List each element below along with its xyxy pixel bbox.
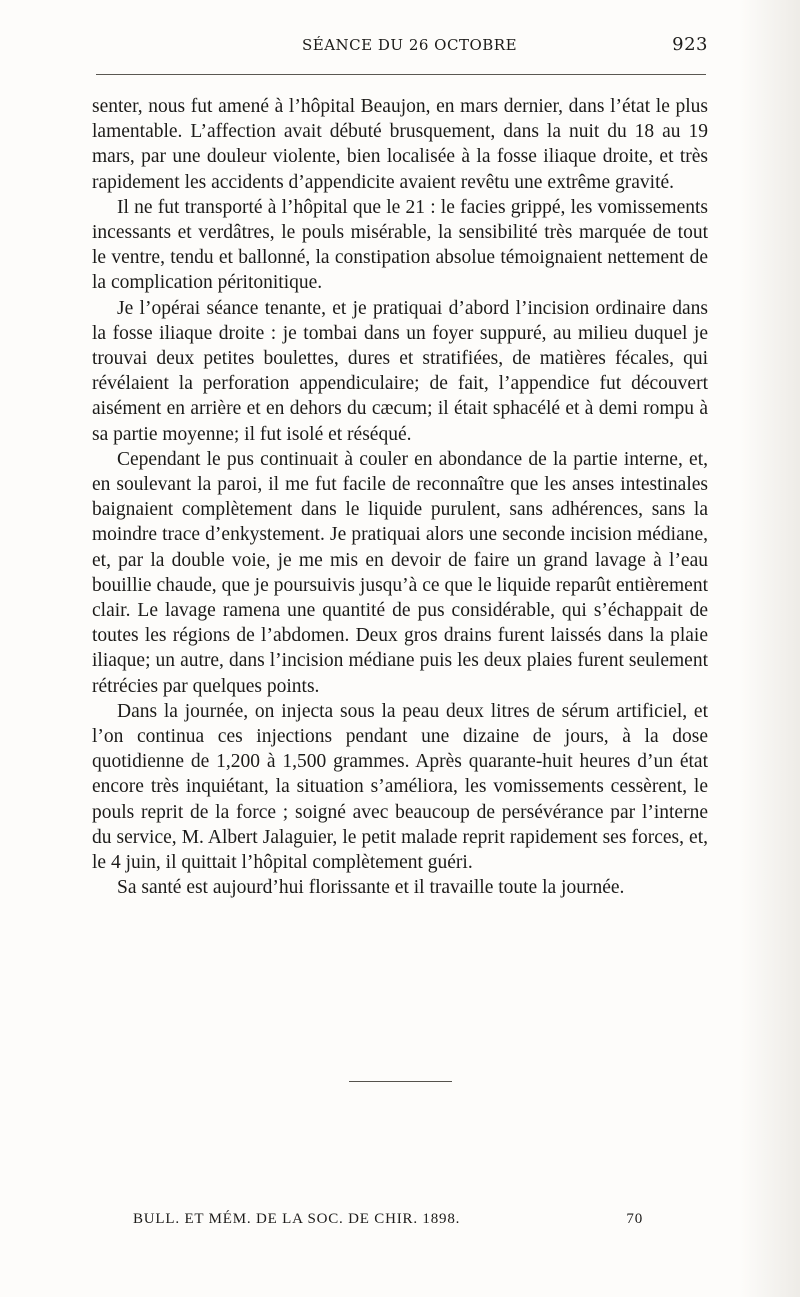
paragraph-1: senter, nous fut amené à l’hôpital Beaujon, en mars dernier, dans l’état le plus lamentable. L’affection avait débuté brusquement, dans la nuit du 18 au 19 mars, par une douleur violente, bien localisée à la fosse iliaque droite, et très rapidement les accidents d’appendicite avaient revêtu une extrême gravité. <box>92 96 708 193</box>
paragraph-6: Sa santé est aujourd’hui florissante et il travaille toute la journée. <box>117 877 625 899</box>
header-rule <box>96 74 706 75</box>
running-head <box>92 36 708 60</box>
page-number: 923 <box>672 34 708 55</box>
footer-signature-number: 70 <box>626 1211 643 1227</box>
page-edge-shading <box>740 0 800 1297</box>
footer-journal-citation: BULL. ET MÉM. DE LA SOC. DE CHIR. 1898. <box>133 1211 461 1227</box>
running-head-title: SÉANCE DU 26 OCTOBRE <box>302 36 518 54</box>
paragraph-2: Il ne fut transporté à l’hôpital que le 21 : le facies grippé, les vomissements incessants et verdâtres, le pouls misérable, la sensibilité très marquée de tout le ventre, tendu et ballonné, la constipation absolue témoignaient nettement de la complication péritonitique. <box>92 196 708 294</box>
paragraph-5: Dans la journée, on injecta sous la peau deux litres de sérum artificiel, et l’on continua ces injections pendant une dizaine de jours, à la dose quotidienne de 1,200 à 1,500 grammes. Après quarante-huit heures d’un état encore très inquiétant, la situation s’améliora, les vomissements cessèrent, le pouls reprit de la force ; soigné avec beaucoup de persévérance par l’interne du service, M. Albert Jalaguier, le petit malade reprit rapidement ses forces, et, le 4 juin, il quittait l’hôpital complètement guéri. <box>92 700 708 874</box>
body-text <box>92 94 708 901</box>
paragraph-3: Je l’opérai séance tenante, et je pratiquai d’abord l’incision ordinaire dans la fosse iliaque droite : je tombai dans un foyer suppuré, au milieu duquel je trouvai deux petites boulettes, dures et stratifiées, de matières fécales, qui révélaient la perforation appendiculaire; de fait, l’appendice fut découvert aisément en arrière et en dehors du cæcum; il était sphacélé et à demi rompu à sa partie moyenne; il fut isolé et réséqué. <box>92 297 708 445</box>
section-end-rule <box>349 1081 452 1082</box>
paragraph-4: Cependant le pus continuait à couler en abondance de la partie interne, et, en soulevant la paroi, il me fut facile de reconnaître que les anses intestinales baignaient complètement dans le liquide purulent, sans adhérences, sans la moindre trace d’enkystement. Je pratiquai alors une seconde incision médiane, et, par la double voie, je me mis en devoir de faire un grand lavage à l’eau bouillie chaude, que je poursuivis jusqu’à ce que le liquide reparût entièrement clair. Le lavage ramena une quantité de pus considérable, qui s’échappait de toutes les régions de l’abdomen. Deux gros drains furent laissés dans la plaie iliaque; un autre, dans l’incision médiane puis les deux plaies furent seulement rétrécies par quelques points. <box>92 448 708 697</box>
page-footer <box>133 1211 643 1228</box>
